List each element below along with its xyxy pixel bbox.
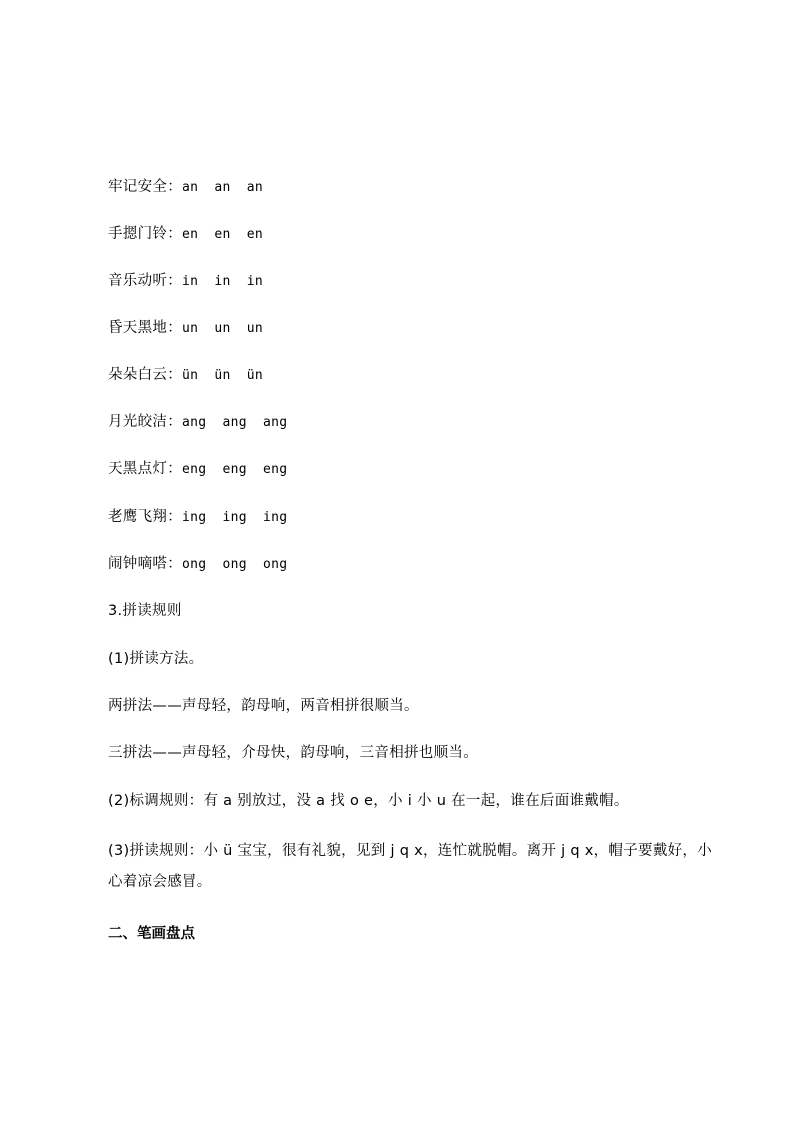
rhyme-line-eng [108, 459, 287, 480]
rhyme-line-ang [108, 412, 287, 433]
rhyme-line-an [108, 177, 263, 198]
rhyme-phrase: 月光皎洁： [108, 414, 182, 430]
rhyme-line-in [108, 271, 263, 292]
rhyme-phrase: 朵朵白云： [108, 367, 182, 383]
section-title-spelling-rules: 3.拼读规则 [108, 603, 182, 619]
rhyme-pinyin: en en en [182, 227, 264, 242]
rhyme-pinyin: un un un [182, 321, 264, 336]
rhyme-phrase: 天黑点灯： [108, 461, 182, 477]
rhyme-phrase: 手摁门铃： [108, 226, 182, 242]
rhyme-phrase: 音乐动听： [108, 273, 182, 289]
rhyme-pinyin: ing ing ing [182, 510, 288, 525]
rhyme-line-ing [108, 507, 287, 528]
rhyme-line-vn [108, 365, 263, 386]
rhyme-pinyin: in in in [182, 274, 264, 289]
rhyme-pinyin: an an an [182, 180, 264, 195]
rule-three-part-spelling: 三拼法——声母轻，介母快，韵母响，三音相拼也顺当。 [108, 745, 478, 761]
rhyme-line-un [108, 318, 263, 339]
rhyme-phrase: 昏天黑地： [108, 320, 182, 336]
rule-two-part-spelling: 两拼法——声母轻，韵母响，两音相拼很顺当。 [108, 698, 419, 714]
rhyme-phrase: 闹钟嘀嗒： [108, 556, 182, 572]
section-heading-strokes: 二、笔画盘点 [108, 926, 195, 942]
rhyme-line-ong [108, 554, 287, 575]
subsection-tone-marking-rule: (2)标调规则：有 a 别放过，没 a 找 o e，小 i 小 u 在一起，谁在后面谁戴帽。 [108, 793, 629, 809]
rhyme-phrase: 老鹰飞翔： [108, 509, 182, 525]
rhyme-pinyin: ang ang ang [182, 415, 288, 430]
rhyme-pinyin: eng eng eng [182, 462, 288, 477]
rhyme-phrase: 牢记安全： [108, 179, 182, 195]
rhyme-pinyin: ong ong ong [182, 557, 288, 572]
subsection-spelling-method: (1)拼读方法。 [108, 651, 204, 667]
rhyme-pinyin: ün ün ün [182, 368, 264, 383]
subsection-spelling-rule-u: (3)拼读规则：小 ü 宝宝，很有礼貌，见到 j q x，连忙就脱帽。离开 j q x，帽子要戴好，小心着凉会感冒。 [108, 843, 713, 890]
rhyme-line-en [108, 224, 263, 245]
